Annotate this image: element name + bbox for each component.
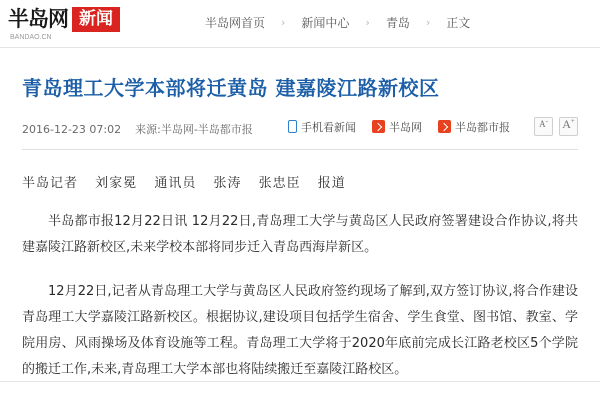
- mobile-news-label: 手机看新闻: [301, 120, 356, 134]
- rss-icon: [372, 120, 385, 133]
- breadcrumb: [205, 14, 470, 31]
- share-metro-button[interactable]: [438, 119, 510, 135]
- font-increase-sup: +: [570, 117, 575, 125]
- article-toolbar: [272, 117, 578, 136]
- byline-part: 报道: [317, 176, 346, 191]
- byline-part: 张忠臣: [258, 176, 301, 191]
- site-logo[interactable]: [8, 6, 120, 41]
- article-paragraph: 半岛都市报12月22日讯 12月22日,青岛理工大学与黄岛区人民政府签署建设合作协议,将共建嘉陵江路新校区,未来学校本部将同步迁入青岛西海岸新区。: [22, 214, 578, 255]
- breadcrumb-item-home[interactable]: 半岛网首页: [205, 16, 266, 30]
- byline-part: 通讯员: [154, 176, 197, 191]
- mobile-news-link[interactable]: [288, 119, 356, 135]
- article-byline: [22, 172, 578, 191]
- footer-divider: [0, 381, 600, 382]
- rss-icon: [438, 120, 451, 133]
- share-bandao-button[interactable]: [372, 119, 422, 135]
- share-metro-label: 半岛都市报: [455, 120, 510, 134]
- breadcrumb-separator-icon: ›: [425, 16, 431, 29]
- logo-pinyin: BANDAO.CN: [10, 34, 52, 41]
- page-title: 青岛理工大学本部将迁黄岛 建嘉陵江路新校区: [22, 76, 440, 100]
- font-decrease-sup: -: [545, 117, 548, 125]
- article-paragraph: 12月22日,记者从青岛理工大学与黄岛区人民政府签约现场了解到,双方签订协议,将合作建设青岛理工大学嘉陵江路新校区。根据协议,建设项目包括学生宿舍、学生食堂、图书馆、教室、学院用房、风雨操场及体育设施等工程。青岛理工大学将于2020年底前完成长江路老校区5个学院的搬迁工作,未来,青岛理工大学本部也将陆续搬迁至嘉陵江路校区。: [22, 284, 578, 377]
- font-increase-label: A: [562, 117, 571, 131]
- font-decrease-button[interactable]: [534, 117, 553, 136]
- breadcrumb-separator-icon: ›: [365, 16, 370, 29]
- site-header: [0, 0, 600, 48]
- article-source: 来源:半岛网-半岛都市报: [135, 123, 253, 136]
- byline-part: 张涛: [213, 176, 242, 191]
- breadcrumb-separator-icon: ›: [281, 16, 286, 29]
- byline-part: 半岛记者: [22, 176, 79, 191]
- share-bandao-label: 半岛网: [389, 120, 422, 134]
- byline-part: 刘家冕: [95, 176, 138, 191]
- font-size-controls: [528, 117, 578, 136]
- logo-badge-news: 新闻: [72, 7, 120, 32]
- article-meta: [22, 119, 578, 150]
- article-content: [0, 74, 600, 383]
- publish-date: 2016-12-23 07:02: [22, 122, 122, 136]
- font-decrease-label: A: [539, 119, 546, 129]
- font-increase-button[interactable]: [559, 117, 578, 136]
- breadcrumb-item-news-center[interactable]: 新闻中心: [301, 16, 350, 30]
- breadcrumb-item-article[interactable]: 正文: [446, 16, 471, 30]
- logo-text: 半岛网: [8, 7, 68, 31]
- phone-icon: [288, 120, 297, 133]
- breadcrumb-item-qingdao[interactable]: 青岛: [385, 16, 410, 30]
